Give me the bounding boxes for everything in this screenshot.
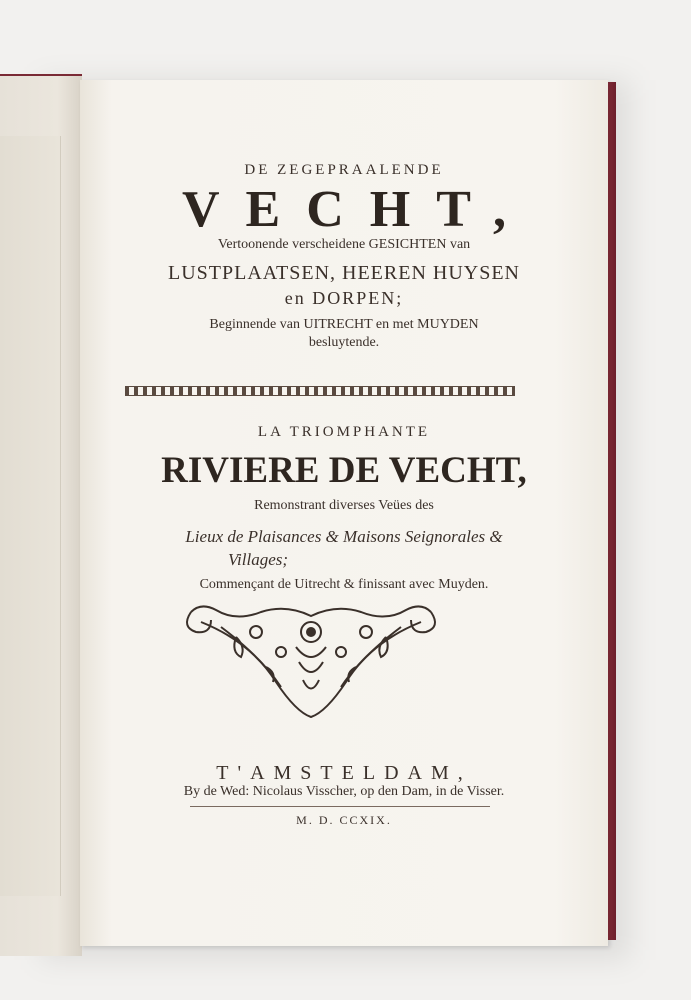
title-dutch-line7: besluytende. xyxy=(308,335,380,350)
title-french-line4: Lieux de Plaisances & Maisons Seignorales & xyxy=(185,527,503,546)
title-dutch-main: VECHT, xyxy=(181,181,533,238)
imprint-place: T'AMSTELDAM, xyxy=(216,762,472,784)
imprint-rule xyxy=(190,806,490,807)
title-french-line6: Commençant de Uitrecht & finissant avec Muyden. xyxy=(199,577,489,592)
title-dutch-line6: Beginnende van UITRECHT en met MUYDEN xyxy=(209,317,479,332)
title-dutch-line4: LUSTPLAATSEN, HEEREN HUYSEN xyxy=(168,262,520,284)
title-dutch-line5: en DORPEN; xyxy=(284,288,404,308)
plate-edge xyxy=(0,136,61,896)
title-page xyxy=(80,80,608,946)
title-french-main: RIVIERE DE VECHT, xyxy=(161,450,527,491)
title-dutch-line3: Vertoonende verscheidene GESICHTEN van xyxy=(217,237,471,252)
title-dutch-line1: DE ZEGEPRAALENDE xyxy=(244,162,444,178)
imprint-publisher: By de Wed: Nicolaus Visscher, op den Dam, in de Visser. xyxy=(183,784,505,799)
title-french-line3: Remonstrant diverses Veües des xyxy=(254,498,434,513)
imprint-year: M. D. CCXIX. xyxy=(296,813,392,827)
title-french-line1: LA TRIOMPHANTE xyxy=(257,424,431,440)
decorative-rule xyxy=(125,386,515,396)
floral-vignette-icon xyxy=(181,602,441,722)
left-page xyxy=(0,74,82,956)
title-french-line5: Villages; xyxy=(227,550,289,569)
